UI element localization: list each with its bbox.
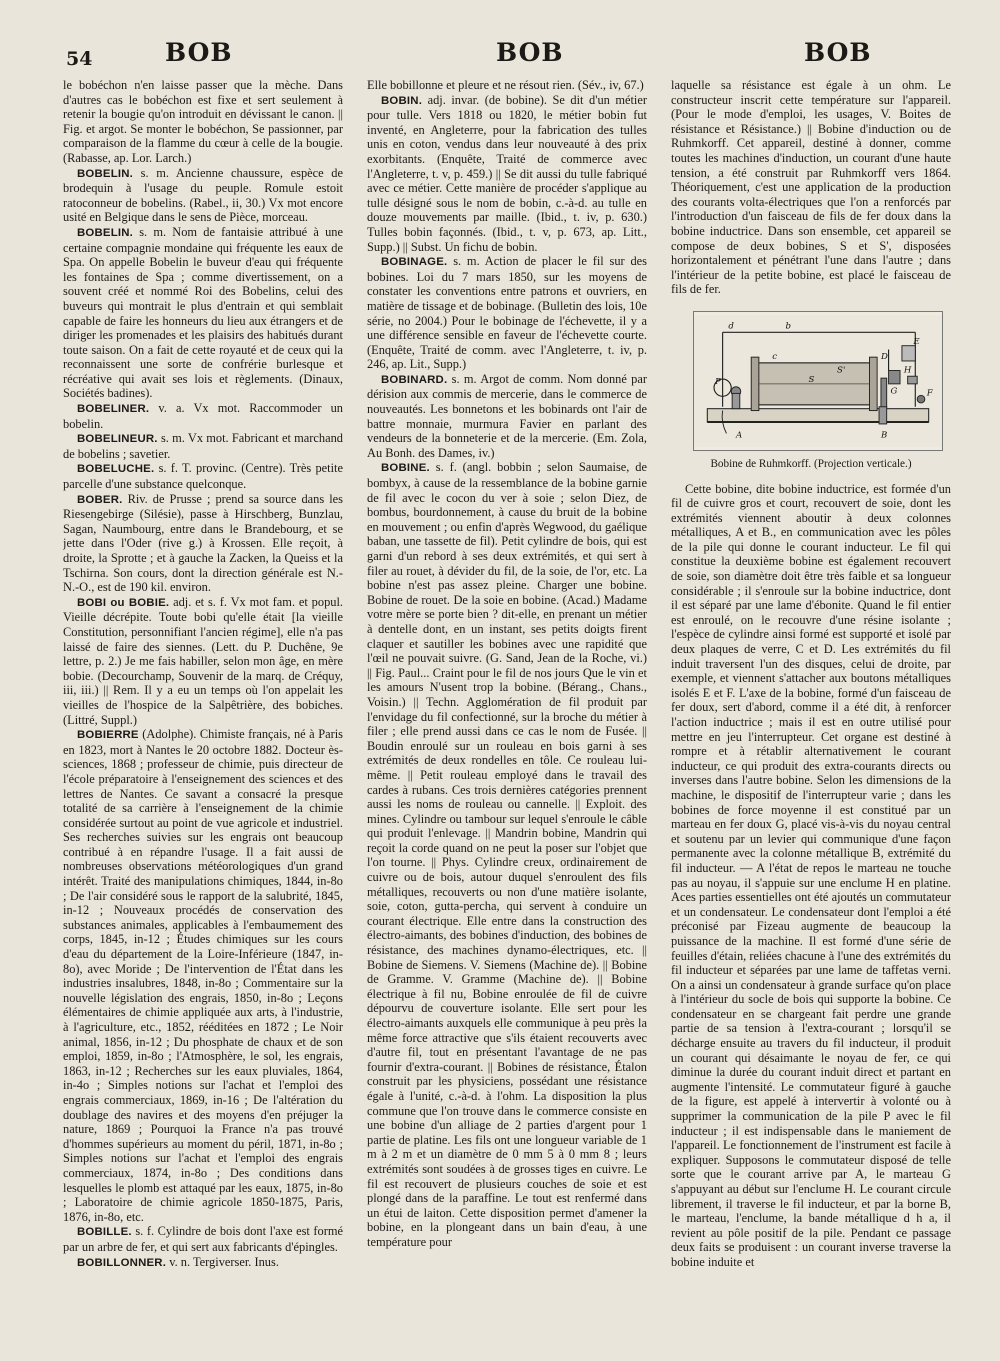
entry-headword: BOBIERRE: [77, 729, 139, 742]
figure-label: A: [735, 430, 743, 441]
figure-label: D: [880, 351, 888, 362]
figure-caption: Bobine de Ruhmkorff. (Projection verticale.): [710, 457, 912, 470]
dictionary-entry: [63, 595, 343, 727]
entry-text: s. m. Argot de comm. Nom donné par dérision aux commis de mercerie, dans le commerce de nouveautés. Les bonnetons et les bobinards ont l'air de battre monnaie, murmura Favier en parlant des vendeurs de la bonneterie et de la mercerie. (Em. Zola, Au Bonh. des Dames, iv.): [367, 371, 647, 460]
dictionary-entry: [367, 93, 647, 255]
entry-headword: BOBIN.: [381, 94, 423, 107]
running-head-right: BOB: [804, 38, 872, 67]
entry-text: adj. et s. f. Vx mot fam. et popul. Vieille décrépite. Toute bobi qu'elle était [la vieille Constitution, personnifiant l'ancien régime], elle n'a pas laissé de faire des siennes. (Lett. du P. Duchêne, 9e lettre, p. 2.) Je me fais habiller, selon mon âge, en mère bobie. (Decourchamp, Souvenir de la marq. de Créquy, iii, iii.) || Rem. Il y a eu un temps où l'on appelait les vieilles de l'hospice de la Salpêtrière, des bobiches. (Littré, Suppl.): [63, 594, 343, 727]
entry-text: s. f. (angl. bobbin ; selon Saumaise, de bombyx, à cause de la ressemblance de la bobine garnie de fil avec le cocon du ver à soie ; selon Diez, de bombus, bourdonnement, à cause du bruit de la bobine en mouvement ; ou enfin d'après Wegwood, du gaélique baban, une tassette de fil). Petit cylindre de bois, qui est garni d'un rebord à ses deux extrémités, et qui sert à filer au rouet, à dévider du fil, de la soie, de l'or, etc. La bobine n'est pas assez pleine. Charger une bobine. Bobine de rouet. De la soie en bobine. (Acad.) Madame votre mère se porte bien ? dit-elle, en prenant un métier à dentelle dont, en un instant, ses petits doigts firent claquer et sautiller les bobines avec une rapidité que l'œil ne pouvait suivre. (G. Sand, Jean de la Roche, vi.) || Fig. Paul... Craint pour le fil de nos jours Que le vin et les amours N'usent trop la bobine. (Bérang., Chans., Voisin.) || Techn. Agglomération de fil produit par l'envidage du fil confectionné, sur la broche du métier à filer ; elle prend aussi dans ce cas le nom de Fusée. || Boudin enroulé sur un rouleau en bois garni à ses extrémités de deux rondelles en tôle. Ce rouleau lui-même. || Petit rouleau employé dans le travail des cardes à rubans. Ces trois dernières catégories prennent aussi les noms de rouleau ou cannelle. || Exploit. des mines. Cylindre ou tambour sur lequel s'enroule le câble qui produit l'enlevage. || Mandrin bobine, Mandrin qui reçoit la corde quand on ne peut la poser sur l'objet que l'on tourne. || Phys. Cylindre creux, ordinairement de cuivre ou de bois, autour duquel s'enroulent des fils métalliques, recouverts ou non d'une matière isolante, soie, coton, gutta-percha, qui servent à conduire un courant électrique. Elle entre dans la construction des électro-aimants, des bobines d'induction, des bobines de résistance, des machines dynamo-électriques, etc. || Bobine de Siemens. V. Siemens (Machine de). || Bobine de Gramme. V. Gramme (Machine de). || Bobine électrique à fil nu, Bobine enroulée de fil de cuivre dépourvu de couverture isolante. Elle sert pour les électro-aimants auxquels elle communique à peu près la même force attractive que s'ils étaient recouverts avec d'autre fil, tout en présentant l'avantage de ne pas fournir d'extra-courant. || Bobines de résistance, Étalon construit par les physiciens, possédant une résistance égale à l'unité, c.-à-d. à l'ohm. La disposition la plus commune que l'on trouve dans le commerce consiste en une bobine d'un alliage de 2 parties d'argent pour 1 partie de platine. Les fils ont une longueur variable de 1 m à 2 m et un diamètre de 0 mm 5 à 0 mm 8 ; leurs extrémités sont soudées à de grosses tiges en cuivre. Le fil est recouvert de plusieurs couches de soie et est plongé dans de la paraffine. Le tout est renfermé dans un étui de laiton. Cette disposition permet d'amener la bobine, en la plongeant dans un bain d'eau, à une température pour: [367, 460, 647, 1249]
running-head-center: BOB: [496, 38, 564, 67]
entry-headword: BOBILLONNER.: [77, 1256, 167, 1269]
entry-text: s. m. Action de placer le fil sur des bobines. Loi du 7 mars 1850, sur les moyens de constater les conventions entre patrons et ouvriers, en matière de tissage et de bobinage. (Bulletin des lois, 10e série, no 2004.) Pour le bobinage de l'échevette, il y a une différence sensible en faveur de l'échevette courte. (Enquête, Traité de comm. avec l'Angleterre, t. iv, p. 246, ap. Lit., Supp.): [367, 254, 647, 372]
figure-label: E: [913, 336, 920, 347]
entry-headword: BOBINARD.: [381, 373, 448, 386]
running-head-left: BOB: [165, 38, 233, 67]
column-2: [367, 78, 647, 1353]
dictionary-entry: [63, 225, 343, 401]
entry-text: adj. invar. (de bobine). Se dit d'un métier pour tulle. Vers 1818 ou 1820, le métier bobin fut inventé, en Angleterre, pour la fabrication des tulles unis en coton, vendus dans leur nouveauté à des prix exorbitants. (Enquête, Traité de commerce avec l'Angleterre, t. v, p. 459.) || Se dit aussi du tulle fabriqué avec ce métier. Cette manière de procéder s'applique au tulle désigné sous le nom de bobin, c.-à-d. au tulle en douze mouvements par maille. (Ibid., t. iv, p. 630.) Tulles bobin façonnés. (Ibid., t. v, p. 673, ap. Litt., Supp.) || Subst. Un fichu de bobin.: [367, 92, 647, 254]
figure-label: P: [714, 376, 721, 387]
entry-headword: BOBELUCHE.: [77, 463, 155, 476]
figure-label: B: [880, 430, 888, 441]
ruhmkorff-coil-illustration: [693, 311, 943, 451]
entry-headword: BOBI ou BOBIE.: [77, 596, 170, 609]
column-3: [671, 78, 951, 1353]
entry-text: Riv. de Prusse ; prend sa source dans les Riesengebirge (Silésie), passe à Hirschberg, Bunzlau, Sagan, Naumbourg, entre dans le Brandebourg, et se jette dans l'Oder (rive g.) à Krossen. Elle reçoit, à droite, la Sprotte ; et à gauche la Zacken, la Queiss et la Tschirna. Son cours, dont la direction générale est N.-N.-O., est de 190 kil. environ.: [63, 491, 343, 595]
dictionary-entry: [63, 166, 343, 225]
figure-label: S: [808, 374, 815, 385]
entry-text: s. m. Vx mot. Fabricant et marchand de bobelins ; savetier.: [63, 431, 343, 461]
figure-label: c: [772, 351, 778, 362]
entry-text: s. f. T. provinc. (Centre). Très petite parcelle d'une substance quelconque.: [63, 461, 343, 492]
dictionary-entry: [367, 460, 647, 1249]
dictionary-entry: [367, 254, 647, 372]
entry-headword: BOBILLE.: [77, 1226, 132, 1239]
dictionary-entry: [63, 1224, 343, 1254]
ruhmkorff-coil-drawing: [694, 312, 942, 450]
entry-text: s. f. Cylindre de bois dont l'axe est formé par un arbre de fer, et qui sert aux fabricants d'épingles.: [63, 1224, 343, 1254]
entry-headword: BOBELIN.: [77, 226, 134, 239]
figure-label: b: [785, 321, 792, 332]
entry-headword: BOBELIN.: [77, 167, 134, 180]
entry-text: le bobéchon n'en laisse passer que la mèche. Dans d'autres cas le bobéchon est fixe et sert seulement à retenir la bougie qu'on introduit en dévissant le canon. || Fig. et argot. Se monter le bobéchon, Se passionner, par comparaison de la flamme du cœur à celle de la bougie. (Rabasse, ap. Lor. Larch.): [63, 78, 343, 165]
column3-continuation-text: Cette bobine, dite bobine inductrice, est formée d'un fil de cuivre gros et court, recouvert de soie, dont les extrémités viennent aboutir à deux colonnes métalliques, A et B., en communication avec les pôles de la pile qui donne le courant inducteur. Le fil qui constitue la deuxième bobine est également recouvert de soie, son diamètre doit être très faible et sa longueur considérable ; il s'enroule sur la bobine inductrice, dont il est séparé par une lame d'ébonite. Quand le fil entier est enroulé, on le recouvre d'une résine isolante ; l'espèce de cylindre ainsi formé est supporté et isolé par deux plaques de verre, C et D. Les extrémités du fil induit traversent l'un des disques, celui de droite, par exemple, et viennent s'attacher aux boutons métalliques isolés E et F. L'axe de la bobine, formé d'un faisceau de fer doux, sert d'abord, comme il a été dit, à renforcer l'action inductrice ; mais il est en outre utilisé pour mettre en jeu l'interrupteur. Cet organe est destiné à rompre et à rétablir alternativement le courant inducteur, ce qui produit des extra-courants directs ou inverses dans l'autre bobine. Selon les dimensions de la machine, le dispositif de l'interrupteur varie ; dans les bobines de force moyenne il est constitué par un marteau en fer doux G, placé vis-à-vis du noyau central et soutenu par un levier qui communique d'une façon permanente avec la colonne métallique B, extrémité du fil inducteur. — A l'état de repos le marteau ne touche pas au noyau, il s'appuie sur une enclume H en platine. Aces parties essentielles ont été ajoutés un commutateur et un condensateur. Le condensateur dont l'emploi a été préconisé par Fizeau augmente de beaucoup la puissance de la machine. Il est formé d'une série de feuilles d'étain, reliées chacune à l'une des extrémités du fil inducteur et séparées par une lame de taffetas verni. On a ainsi un condensateur à grande surface qu'on place à l'intérieur du socle de bois qui supporte la bobine. Ce condensateur en se chargeant fait perdre une grande partie de sa tension à l'extra-courant ; lorsqu'il se décharge ensuite au travers du fil inducteur, il produit un courant qui désaimante le noyau de fer, ce qui diminue la durée du courant induit direct et partant en augmente l'intensité. Le commutateur figuré à gauche de la figure, est appelé à intervertir à volonté ou à supprimer la communication de la pile P avec le fil inducteur ; il est indispensable dans le maniement de l'appareil. Le fonctionnement de l'instrument est facile à expliquer. Supposons le commutateur disposé de telle sorte que le courant arrive par A, le marteau G s'appuyant au début sur l'enclume H. Le courant circule librement, il traverse le fil inducteur, et par la borne B, le marteau, l'enclume, la bande métallique d h a, il revient au pôle positif de la pile. Pendant ce passage deux faits se produisent : un courant inverse traverse la bobine induite et: [671, 481, 951, 1269]
dictionary-entry: [63, 431, 343, 461]
figure-label: H: [903, 365, 912, 376]
dictionary-entry: [367, 372, 647, 461]
dictionary-entry: [63, 78, 343, 166]
entry-headword: BOBELINEUR.: [77, 433, 158, 446]
column3-intro-text: laquelle sa résistance est égale à un ohm. Le constructeur inscrit cette température sur l'appareil. (Pour le mode d'emploi, les usages, V. Boites de résistance et Résistance.) || Bobine d'induction ou de Ruhmkorff. Cet appareil, destiné à donner, comme toutes les machines d'induction, un courant d'une haute tension, a été construit par Ruhmkorff vers 1864. Théoriquement, c'est une application de la production des courants volta-électriques que l'on a renforcés par l'introduction d'un faisceau de fils de fer doux dans la bobine inductrice. Dans son ensemble, cet appareil se compose de deux bobines, S et S', disposées horizontalement et pénétrant l'une dans l'autre ; dans l'intérieur de la petite bobine, est placé le faisceau de fils de fer.: [671, 78, 951, 297]
entry-text: v. a. Vx mot. Raccommoder un bobelin.: [63, 401, 343, 431]
figure-label: F: [926, 388, 933, 399]
column-1: [63, 78, 343, 1353]
dictionary-entry: [63, 1255, 343, 1271]
dictionary-entry: [63, 401, 343, 431]
entry-text: (Adolphe). Chimiste français, né à Paris en 1823, mort à Nantes le 20 octobre 1882. Docteur ès-sciences, 1868 ; professeur de chimie, puis directeur de l'école préparatoire à l'enseignement des sciences et des lettres de Nantes. Ce savant a consacré la presque totalité de sa carrière à l'enseignement de la chimie considérée surtout au point de vue agricole et industriel. Ses recherches suivies sur les engrais ont beaucoup contribué à en répandre l'usage. Il a fait aussi de nombreuses observations météorologiques d'un grand intérêt. Traité des manipulations chimiques, 1844, in-8o ; De l'air considéré sous le rapport de la salubrité, 1845, in-12 ; Nouveaux procédés de conservation des substances animales, applicables à l'embaumement des corps, 1845, in-12 ; Études chimiques sur les cours d'eau du département de la Loire-Inférieure (1847, in-8o), avec Moride ; De l'intervention de l'État dans les industries insalubres, 1848, in-8o ; Commentaire sur la nouvelle législation des engrais, 1850, in-8o ; Leçons élémentaires de chimie appliquée aux arts, à l'industrie, à l'agriculture, etc., 1852, rééditées en 1872 ; Le Noir animal, 1856, in-12 ; Du phosphate de chaux et de son emploi, 1859, in-8o ; l'Atmosphère, le sol, les engrais, 1863, in-12 ; Recherches sur les eaux pluviales, 1864, in-4o ; Simples notions sur l'achat et l'emploi des engrais commerciaux, 1869, in-16 ; De l'altération du doublage des navires et des moyens d'en préjuger la nature, 1869 ; Pourquoi la France n'a pas trouvé d'hommes supérieurs au moment du péril, 1871, in-8o ; Simples notions sur l'achat et l'emploi des engrais commerciaux, 1874, in-8o ; Des conditions dans lesquelles le plomb est attaqué par les eaux, 1875, in-8o ; Laboratoire de chimie agricole 1850-1875, Paris, 1876, in-8o, etc.: [63, 727, 343, 1224]
entry-headword: BOBER.: [77, 493, 123, 506]
entry-text: Elle bobillonne et pleure et ne résout rien. (Sév., iv, 67.): [367, 78, 644, 92]
dictionary-entry: [63, 727, 343, 1224]
figure-label: S': [837, 365, 846, 376]
entry-text: s. m. Ancienne chaussure, espèce de brodequin à l'usage du peuple. Romule estoit ratoconneur de bobelins. (Rabel., ii, 30.) Vx mot encore usité en Belgique dans le sens de Pièce, morceau.: [63, 165, 343, 225]
dictionary-entry: [367, 78, 647, 93]
entry-text: s. m. Nom de fantaisie attribué à une certaine compagnie mondaine qui fréquente les eaux de Spa. On appelle Bobelin le buveur d'eau qui fréquente les fontaines de Spa ; comme divertissement, on a souvent créé et nommé Roi des Bobelins, celui des buveurs qui montrait le plus d'entrain et qui semblait capable de faire les honneurs du lieu aux étrangers et de diriger les promenades et les plaisirs des habitués durant toute saison. On a fait de cette royauté et de ceux qui la reconnaissent une sorte de confrérie burlesque et récréative qui avait ses lois et règlements. (Dinaux, Sociétés badines).: [63, 224, 343, 401]
entry-headword: BOBELINER.: [77, 403, 150, 416]
dictionary-entry: [63, 492, 343, 595]
page-header: [0, 36, 1000, 76]
figure-label: d: [728, 321, 734, 332]
figure-label: G: [890, 386, 898, 397]
page-number: 54: [66, 48, 93, 70]
dictionary-entry: [63, 461, 343, 491]
entry-text: v. n. Tergiverser. Inus.: [169, 1254, 279, 1269]
entry-headword: BOBINAGE.: [381, 256, 448, 269]
entry-headword: BOBINE.: [381, 462, 430, 475]
